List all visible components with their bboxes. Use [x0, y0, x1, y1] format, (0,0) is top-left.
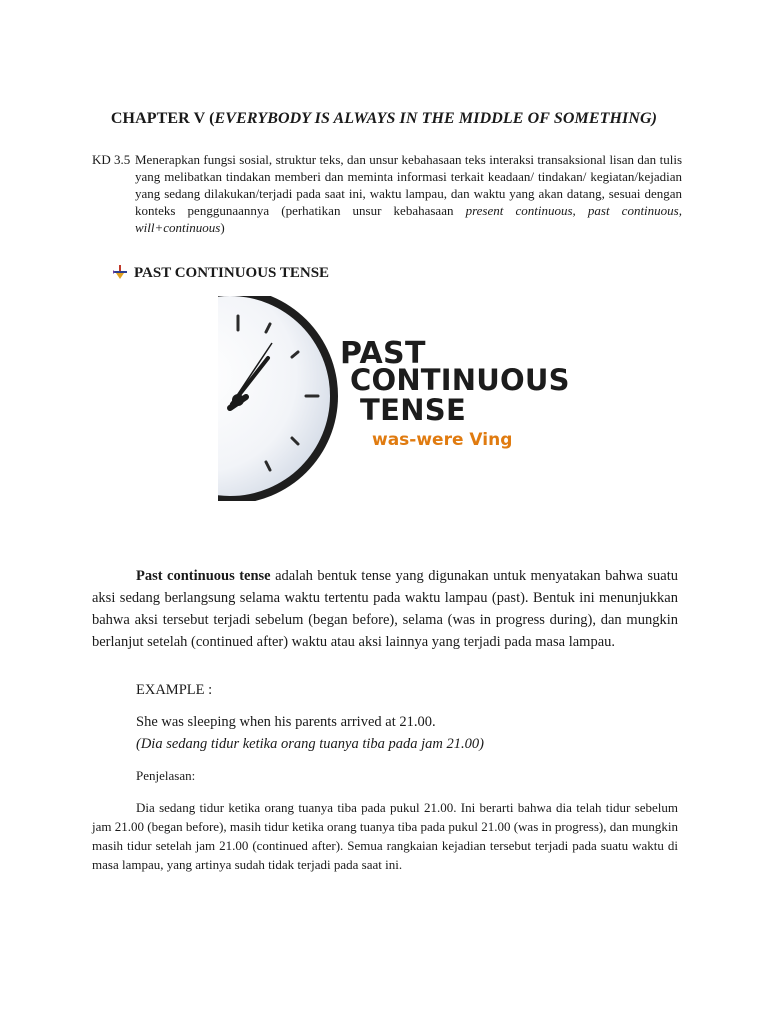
figure-title-line3: TENSE	[360, 393, 467, 427]
kd-code: KD 3.5	[92, 152, 131, 167]
section-heading	[112, 264, 329, 282]
basic-competency	[92, 151, 682, 236]
example-sentence: She was sleeping when his parents arrived at 21.00.	[136, 714, 436, 730]
example-label: EXAMPLE :	[136, 682, 213, 698]
definition-paragraph	[92, 565, 678, 653]
explanation-label: Penjelasan:	[136, 768, 196, 783]
figure-title-line2: CONTINUOUS	[350, 363, 570, 397]
chapter-title	[0, 110, 768, 128]
kd-text-end: )	[220, 220, 225, 235]
kd-text-italic: present continuous, past continuous, will+continuous	[135, 203, 682, 235]
example-translation: (Dia sedang tidur ketika orang tuanya tiba pada jam 21.00)	[136, 736, 484, 752]
chapter-title-italic: EVERYBODY IS ALWAYS IN THE MIDDLE OF SOMETHING)	[214, 110, 658, 127]
kd-text-main: Menerapkan fungsi sosial, struktur teks, dan unsur kebahasaan teks interaksi transaksional lisan dan tulis yang melibatkan tindakan memberi dan meminta informasi terkait keadaan/ tindakan/ kegiatan/kejadian yang sedang dilakukan/terjadi pada saat ini, waktu lampau, dan waktu yang akan datang, sesuai dengan konteks penggunaannya (perhatikan unsur kebahasaan	[135, 152, 682, 218]
past-continuous-figure	[218, 296, 588, 501]
arrow-bullet-icon	[112, 264, 128, 280]
definition-text: adalah bentuk tense yang digunakan untuk menyatakan bahwa suatu aksi sedang berlangsung selama waktu tertentu pada waktu lampau (past). Bentuk ini menunjukkan bahwa aksi tersebut terjadi sebelum (began before), selama (was in progress during), dan mungkin berlanjut setelah (continued after) waktu atau aksi lainnya yang terjadi pada masa lampau.	[92, 568, 678, 650]
figure-subtitle: was-were Ving	[372, 430, 513, 450]
explanation-paragraph: Dia sedang tidur ketika orang tuanya tiba pada pukul 21.00. Ini berarti bahwa dia telah tidur sebelum jam 21.00 (began before), masih tidur ketika orang tuanya tiba pada pukul 21.00 (was in progress), dan mungkin masih tidur setelah jam 21.00 (continued after). Semua rangkaian kejadian tersebut terjadi pada suatu waktu di masa lampau, yang artinya sudah tidak terjadi pada saat ini.	[92, 800, 678, 872]
kd-text	[135, 151, 682, 236]
section-heading-text: PAST CONTINUOUS TENSE	[134, 265, 330, 281]
figure-title-line1: PAST	[340, 336, 426, 371]
definition-term: Past continuous tense	[136, 568, 271, 584]
chapter-prefix: CHAPTER V (	[110, 110, 215, 127]
